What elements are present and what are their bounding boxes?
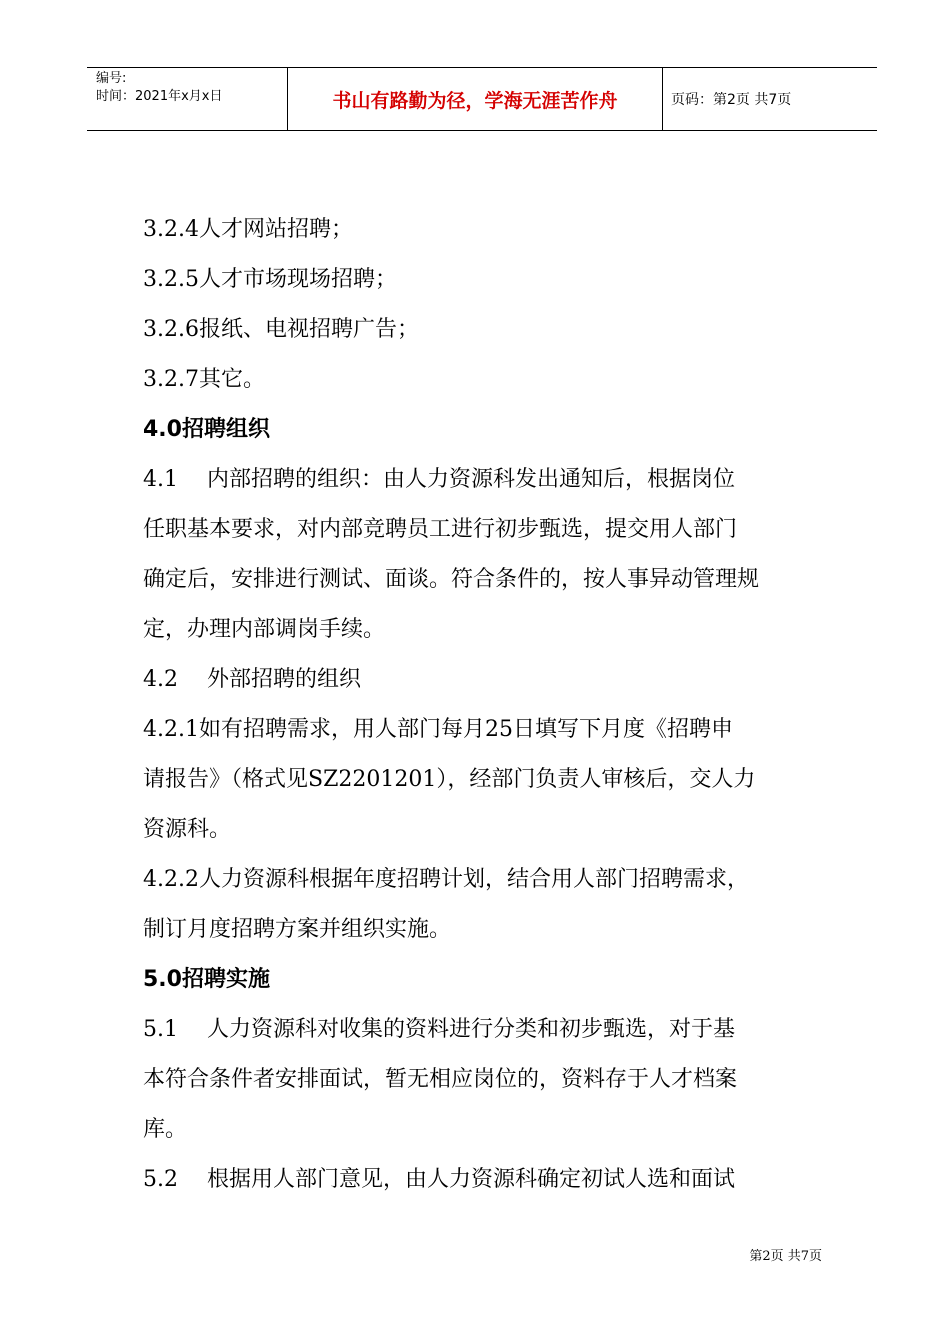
section-heading: 5.0招聘实施 xyxy=(143,967,270,992)
footer-page-number: 第2页 共7页 xyxy=(749,1249,822,1264)
body-line: 4.2.2人力资源科根据年度招聘计划，结合用人部门招聘需求， xyxy=(143,867,749,892)
body-line: 3.2.4人才网站招聘； xyxy=(143,217,353,242)
header-motto-cell xyxy=(287,68,663,130)
body-line: 定，办理内部调岗手续。 xyxy=(143,617,386,642)
header-meta xyxy=(87,68,287,130)
header-motto: 书山有路勤为径，学海无涯苦作舟 xyxy=(332,89,618,112)
document-time-label: 时间：2021年x月x日 xyxy=(96,89,223,104)
body-line: 确定后，安排进行测试、面谈。符合条件的，按人事异动管理规 xyxy=(143,567,760,592)
body-line: 资源科。 xyxy=(143,817,232,842)
section-heading: 4.0招聘组织 xyxy=(143,417,270,442)
body-line: 库。 xyxy=(143,1117,188,1142)
document-number-label: 编号: xyxy=(96,71,127,86)
body-line: 3.2.5人才市场现场招聘； xyxy=(143,267,397,292)
body-line: 3.2.7其它。 xyxy=(143,367,265,392)
header-page-cell xyxy=(663,68,877,130)
body-line: 请报告》（格式见SZ2201201），经部门负责人审核后，交人力 xyxy=(143,767,756,792)
body-line: 4.2.1如有招聘需求，用人部门每月25日填写下月度《招聘申 xyxy=(143,717,733,742)
body-line: 制订月度招聘方案并组织实施。 xyxy=(143,917,452,942)
body-line: 5.2 根据用人部门意见，由人力资源科确定初试人选和面试 xyxy=(143,1167,735,1192)
body-line: 5.1 人力资源科对收集的资料进行分类和初步甄选，对于基 xyxy=(143,1017,735,1042)
body-line: 任职基本要求，对内部竞聘员工进行初步甄选，提交用人部门 xyxy=(143,517,738,542)
header-page-number: 页码：第2页 共7页 xyxy=(671,92,792,108)
page-header xyxy=(87,67,877,131)
body-line: 4.2 外部招聘的组织 xyxy=(143,667,361,692)
body-line: 4.1 内部招聘的组织：由人力资源科发出通知后，根据岗位 xyxy=(143,467,735,492)
body-line: 3.2.6报纸、电视招聘广告； xyxy=(143,317,419,342)
body-line: 本符合条件者安排面试，暂无相应岗位的，资料存于人才档案 xyxy=(143,1067,738,1092)
document-body xyxy=(143,205,833,1205)
